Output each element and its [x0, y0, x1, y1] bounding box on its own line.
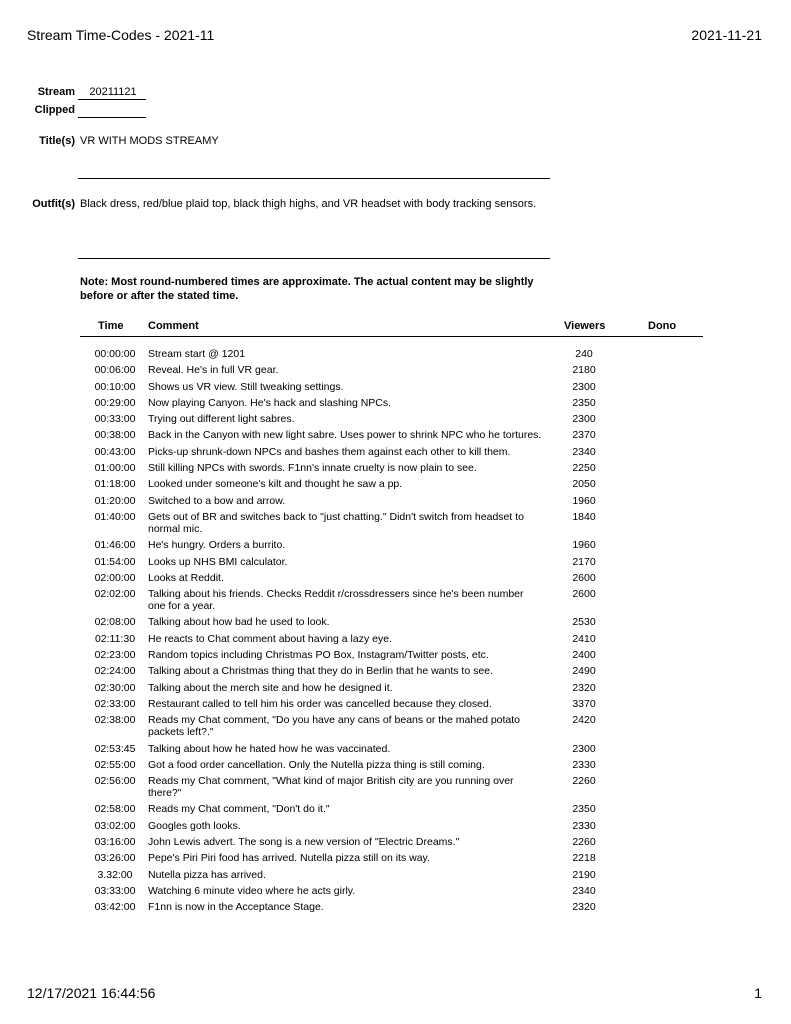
table-row [0, 743, 791, 755]
row-time: 01:20:00 [94, 494, 136, 507]
row-viewers: 3370 [572, 697, 596, 710]
row-viewers: 2350 [572, 396, 596, 409]
row-time: 02:38:00 [94, 714, 136, 727]
row-comment: Talking about his friends. Checks Reddit r/crossdressers since he's been number one for a year. [148, 588, 524, 613]
row-time: 03:02:00 [94, 819, 136, 832]
row-viewers: 1840 [572, 510, 596, 523]
table-row [0, 803, 791, 815]
row-time: 00:38:00 [94, 429, 136, 442]
row-time: 02:56:00 [94, 775, 136, 788]
table-row [0, 714, 791, 738]
row-viewers: 2320 [572, 901, 596, 914]
row-viewers: 2300 [572, 413, 596, 426]
row-comment: Reads my Chat comment, "Do you have any cans of beans or the mahed potato packets left?." [148, 714, 521, 739]
row-viewers: 2300 [572, 380, 596, 393]
row-comment: Talking about how bad he used to look. [148, 616, 330, 629]
row-viewers: 2600 [572, 588, 596, 601]
row-comment: He's hungry. Orders a burrito. [148, 539, 286, 552]
row-time: 02:58:00 [94, 803, 136, 816]
titles-value: VR WITH MODS STREAMY [80, 135, 219, 147]
outfits-label: Outfit(s) [32, 198, 75, 210]
row-viewers: 2530 [572, 616, 596, 629]
row-viewers: 2250 [572, 462, 596, 475]
row-viewers: 2330 [572, 758, 596, 771]
row-time: 02:08:00 [94, 616, 136, 629]
row-comment: Picks-up shrunk-down NPCs and bashes them against each other to kill them. [148, 445, 511, 458]
row-comment: Shows us VR view. Still tweaking settings. [148, 380, 344, 393]
row-comment: Back in the Canyon with new light sabre. Uses power to shrink NPC who he tortures. [148, 429, 542, 442]
row-viewers: 2260 [572, 836, 596, 849]
row-viewers: 2300 [572, 742, 596, 755]
table-row [0, 649, 791, 661]
table-row [0, 869, 791, 881]
document-title: Stream Time-Codes - 2021-11 [27, 27, 215, 43]
row-comment: Watching 6 minute video where he acts girly. [148, 884, 356, 897]
row-time: 3.32:00 [97, 868, 133, 881]
table-row [0, 381, 791, 393]
row-viewers: 2190 [572, 868, 596, 881]
row-viewers: 2180 [572, 364, 596, 377]
table-row [0, 539, 791, 551]
row-viewers: 2330 [572, 819, 596, 832]
row-viewers: 2320 [572, 681, 596, 694]
table-row [0, 397, 791, 409]
row-viewers: 2218 [572, 852, 596, 865]
row-time: 00:33:00 [94, 413, 136, 426]
row-comment: Talking about a Christmas thing that they do in Berlin that he wants to see. [148, 665, 493, 678]
row-time: 02:33:00 [94, 697, 136, 710]
row-time: 03:26:00 [94, 852, 136, 865]
comment-column-header: Comment [148, 320, 199, 332]
row-time: 02:00:00 [94, 571, 136, 584]
dono-column-header: Dono [648, 320, 677, 332]
row-comment: Talking about the merch site and how he designed it. [148, 681, 393, 694]
row-time: 00:43:00 [94, 445, 136, 458]
row-viewers: 2490 [572, 665, 596, 678]
row-time: 02:11:30 [94, 632, 136, 645]
table-row [0, 446, 791, 458]
table-row [0, 413, 791, 425]
row-comment: Still killing NPCs with swords. F1nn's innate cruelty is now plain to see. [148, 462, 477, 475]
timecode-table [0, 348, 791, 918]
row-comment: Googles goth looks. [148, 819, 241, 832]
row-comment: Looked under someone's kilt and thought he saw a pp. [148, 478, 403, 491]
table-row [0, 478, 791, 490]
row-viewers: 2400 [572, 649, 596, 662]
row-viewers: 1960 [572, 494, 596, 507]
table-row [0, 364, 791, 376]
row-viewers: 2350 [572, 803, 596, 816]
row-viewers: 2410 [572, 632, 596, 645]
row-time: 03:42:00 [94, 901, 136, 914]
table-row [0, 682, 791, 694]
row-comment: Pepe's Piri Piri food has arrived. Nutella pizza still on its way. [148, 852, 430, 865]
table-row [0, 572, 791, 584]
table-row [0, 852, 791, 864]
row-viewers: 1960 [572, 539, 596, 552]
row-viewers: 2170 [572, 555, 596, 568]
table-row [0, 759, 791, 771]
row-comment: Got a food order cancellation. Only the Nutella pizza thing is still coming. [148, 758, 485, 771]
row-comment: Stream start @ 1201 [148, 348, 246, 360]
time-column-header: Time [98, 320, 124, 332]
clipped-underline [78, 117, 146, 118]
document-date: 2021-11-21 [691, 27, 762, 43]
stream-underline [78, 99, 146, 100]
row-comment: Random topics including Christmas PO Box, Instagram/Twitter posts, etc. [148, 649, 489, 662]
table-row [0, 775, 791, 799]
row-time: 01:00:00 [94, 462, 136, 475]
row-time: 02:55:00 [94, 758, 136, 771]
row-time: 00:00:00 [94, 348, 136, 360]
row-time: 01:40:00 [94, 510, 136, 523]
row-time: 02:02:00 [94, 588, 136, 601]
row-comment: Nutella pizza has arrived. [148, 868, 266, 881]
table-row [0, 429, 791, 441]
table-row [0, 836, 791, 848]
row-viewers: 2420 [572, 714, 596, 727]
outfits-underline [78, 258, 550, 259]
table-row [0, 885, 791, 897]
viewers-column-header: Viewers [564, 320, 606, 332]
table-row [0, 588, 791, 612]
row-time: 02:53:45 [94, 742, 136, 755]
row-time: 00:10:00 [94, 380, 136, 393]
print-timestamp: 12/17/2021 16:44:56 [27, 985, 156, 1001]
row-time: 00:06:00 [94, 364, 136, 377]
page-number: 1 [754, 985, 762, 1001]
row-time: 00:29:00 [94, 396, 136, 409]
row-comment: Reveal. He's in full VR gear. [148, 364, 279, 377]
stream-label: Stream [37, 86, 75, 98]
row-time: 03:33:00 [94, 884, 136, 897]
row-comment: Gets out of BR and switches back to "just chatting." Didn't switch from headset to normal mic. [148, 510, 524, 535]
table-row [0, 633, 791, 645]
stream-value: 20211121 [89, 86, 137, 98]
row-viewers: 2340 [572, 884, 596, 897]
row-time: 03:16:00 [94, 836, 136, 849]
row-time: 02:30:00 [94, 681, 136, 694]
row-time: 02:24:00 [94, 665, 136, 678]
row-comment: F1nn is now in the Acceptance Stage. [148, 901, 324, 914]
row-comment: Reads my Chat comment, "Don't do it." [148, 803, 330, 816]
clipped-label: Clipped [34, 104, 75, 116]
table-row [0, 495, 791, 507]
table-row [0, 462, 791, 474]
row-comment: Trying out different light sabres. [148, 413, 295, 426]
table-row [0, 556, 791, 568]
table-row [0, 665, 791, 677]
row-time: 01:18:00 [94, 478, 136, 491]
approximate-times-note: Note: Most round-numbered times are approximate. The actual content may be slightly before or after the stated time. [80, 276, 534, 302]
row-viewers: 2370 [572, 429, 596, 442]
titles-label: Title(s) [39, 135, 75, 147]
row-comment: Talking about how he hated how he was vaccinated. [148, 742, 391, 755]
table-row [0, 901, 791, 913]
table-row [0, 511, 791, 535]
row-comment: Switched to a bow and arrow. [148, 494, 286, 507]
row-comment: Restaurant called to tell him his order was cancelled because they closed. [148, 697, 492, 710]
row-viewers: 2600 [572, 571, 596, 584]
row-time: 02:23:00 [94, 649, 136, 662]
row-viewers: 2340 [572, 445, 596, 458]
table-row [0, 348, 791, 360]
row-comment: He reacts to Chat comment about having a lazy eye. [148, 632, 392, 645]
table-row [0, 698, 791, 710]
row-comment: Looks at Reddit. [148, 571, 224, 584]
titles-underline [78, 178, 550, 179]
outfits-value: Black dress, red/blue plaid top, black thigh highs, and VR headset with body tracking sensors. [80, 198, 537, 210]
row-time: 01:46:00 [94, 539, 136, 552]
row-viewers: 2260 [572, 775, 596, 788]
row-comment: Now playing Canyon. He's hack and slashing NPCs. [148, 396, 392, 409]
row-comment: Reads my Chat comment, "What kind of major British city are you running over there?" [148, 775, 514, 800]
row-comment: Looks up NHS BMI calculator. [148, 555, 288, 568]
table-row [0, 616, 791, 628]
table-header-rule [80, 336, 703, 337]
row-comment: John Lewis advert. The song is a new version of "Electric Dreams." [148, 836, 460, 849]
table-row [0, 820, 791, 832]
row-viewers: 2050 [572, 478, 596, 491]
row-time: 01:54:00 [94, 555, 136, 568]
row-viewers: 240 [575, 348, 593, 360]
